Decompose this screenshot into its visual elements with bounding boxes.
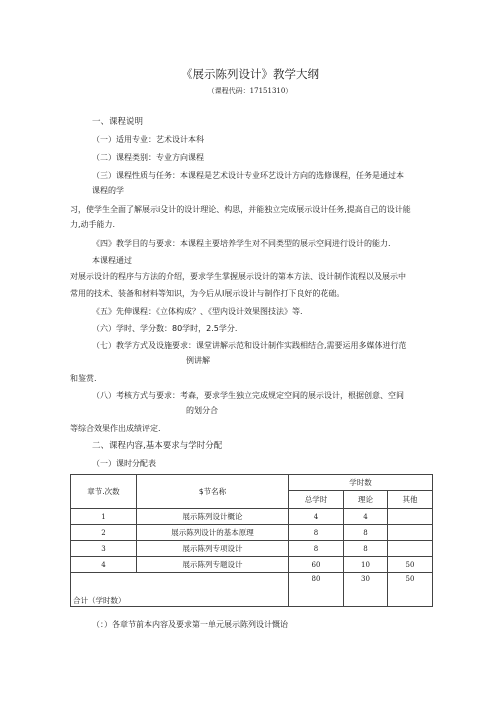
cell-total-hours: 8: [289, 525, 344, 541]
paragraph-assessment-line1: （八）考核方式与要求：考森，要求学生独立完成规定空间的展示设计，根据创意、空间: [92, 391, 404, 400]
paragraph-course-nature-line2: 课程的学: [92, 186, 124, 195]
paragraph-course-nature-line4: 力,动手能力.: [70, 220, 116, 229]
cell-other: [388, 525, 433, 541]
paragraph-teaching-methods-line2: 例讲解: [186, 356, 210, 365]
cell-total-label: 合计（学时数）: [71, 573, 289, 607]
table-row: [71, 525, 433, 541]
table-row: [71, 541, 433, 557]
paragraph-assessment-line3: 等综合效果作出成绩评定.: [70, 424, 161, 433]
paragraph-introduction-line2: 常用的技术、装备和材料等知识，为今后从I展示设计与制作打下良好的花础。: [70, 289, 345, 298]
cell-section-name: 展示陈列专题设计: [137, 557, 289, 573]
header-other: 其他: [388, 491, 433, 509]
cell-sum-theory: 30: [344, 573, 388, 607]
header-section-name: $节名称: [137, 475, 289, 509]
paragraph-course-nature-line1: （三）课程性质与任务：本课程是艺术设计专业环艺设计方向的选修课程，任务是通过本: [92, 171, 404, 180]
table-caption-hours-allocation: （一）课时分配表: [92, 459, 156, 468]
cell-chapter-no: 3: [71, 541, 137, 557]
cell-chapter-no: 4: [71, 557, 137, 573]
course-code: （课程代码：17151310）: [207, 87, 293, 95]
paragraph-applicable-major: （一）适用专业：艺术设计本科: [92, 135, 204, 144]
table-header-row: [71, 475, 433, 491]
document-title: 《展示陈列设计》教学大纲: [181, 67, 319, 81]
paragraph-course-nature-line3: 习，使学生全面了解展示i殳计的设计理论、构思，并能独立完成展示设计任务,提高自己的设计能: [70, 205, 411, 214]
paragraph-teaching-objectives-sub: 本课程通过: [92, 256, 132, 265]
header-total-hours: 总学时: [289, 491, 344, 509]
paragraph-assessment-line2: 的划分合: [186, 406, 218, 415]
cell-total-hours: 4: [289, 509, 344, 525]
cell-theory: 8: [344, 541, 388, 557]
section-heading-course-content: 二、课程内容,基本要求与学时分配: [92, 441, 223, 451]
paragraph-chapter-content-heading: （：）各章节前本内容及要求第一单元展示陈列设计慨诒: [92, 620, 288, 629]
cell-section-name: 展示陈列设计概论: [137, 509, 289, 525]
cell-theory: 8: [344, 525, 388, 541]
paragraph-course-category: （二）课程类别：专业方向课程: [92, 153, 204, 162]
hours-allocation-table: [70, 474, 433, 607]
header-theory: 理论: [344, 491, 388, 509]
cell-theory: 4: [344, 509, 388, 525]
cell-total-hours: 60: [289, 557, 344, 573]
cell-section-name: 展示陈列专项设计: [137, 541, 289, 557]
paragraph-introduction-line1: 对展示设计的程序与方法的介绍，要求学生掌握展示设计的第本方法、设计制作流程以及展示中: [70, 272, 406, 281]
cell-other: 50: [388, 557, 433, 573]
header-chapter: 章节.次数: [71, 475, 137, 509]
paragraph-hours-credits: （六）学时、学分数：80学时，2.5学分.: [92, 324, 238, 333]
paragraph-prerequisites: 《五》先伸课程：《立体构成？、《型内设计效果图技法》等.: [92, 307, 303, 316]
cell-sum-total-hours: 80: [289, 573, 344, 607]
cell-section-name: 展示陈列设计的基本原理: [137, 525, 289, 541]
cell-chapter-no: 2: [71, 525, 137, 541]
cell-other: [388, 509, 433, 525]
table-row: [71, 557, 433, 573]
paragraph-teaching-methods-line3: 和鉴赏.: [70, 374, 97, 383]
paragraph-teaching-methods-line1: （七）教学方式及设施要求：课堂讲解示范和设计制作实践相结合,需要运用多媒体进行范: [92, 341, 407, 350]
header-hours: 学时数: [289, 475, 433, 491]
table-total-row: [71, 573, 433, 607]
cell-total-hours: 8: [289, 541, 344, 557]
cell-sum-other: 50: [388, 573, 433, 607]
section-heading-course-description: 一、课程说明: [92, 117, 144, 127]
cell-theory: 10: [344, 557, 388, 573]
paragraph-teaching-objectives: 《四》教学目的与要求：本课程主要培养学生对不同类型的展示空间进行设计的能力.: [92, 239, 391, 248]
table-row: [71, 509, 433, 525]
cell-chapter-no: 1: [71, 509, 137, 525]
cell-other: [388, 541, 433, 557]
